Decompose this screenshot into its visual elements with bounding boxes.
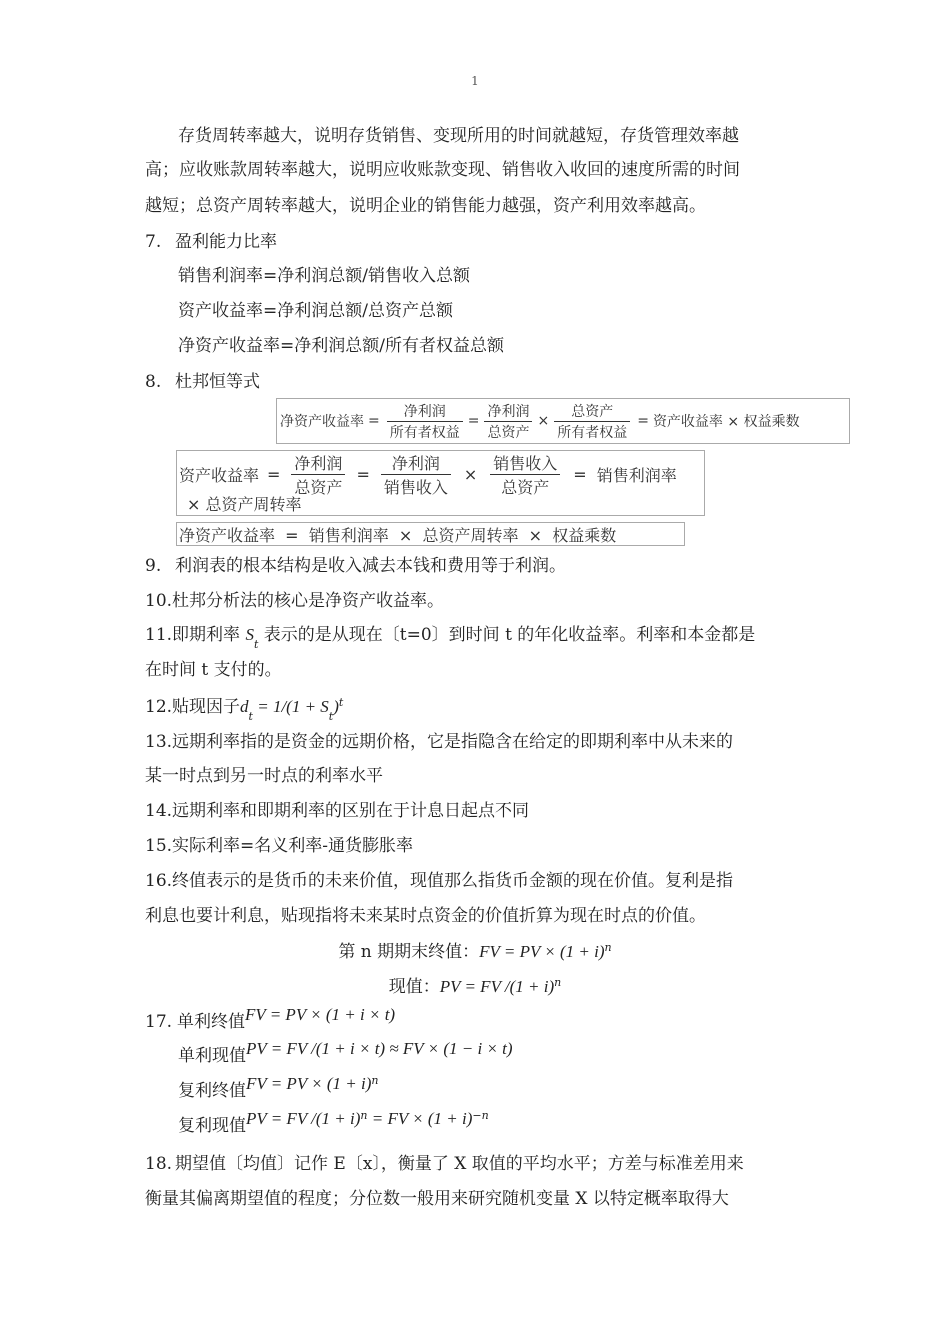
paragraph-line: 高；应收账款周转率越大，说明应收账款变现、销售收入收回的速度所需的时间 xyxy=(145,160,740,180)
item-number: 8. xyxy=(145,372,162,392)
formula-rhs: 资产收益率 × 权益乘数 xyxy=(652,414,800,430)
fraction: $\frac{\text{销售收入}}{\text{总资产}}$ xyxy=(490,451,560,498)
formula-lhs: 资产收益率 xyxy=(179,465,260,485)
item-number: 7. xyxy=(145,232,162,252)
fraction: $\frac{\text{净利润}}{\text{总资产}}$ xyxy=(484,401,532,442)
dupont-formula-1: 净资产收益率 = $\frac{\text{净利润}}{\text{所有者权益}}$ = $\frac{\text{净利润}}{\text{总资产}}$ × $\frac{\text{总资产}}{\text{所有者权益}}$ = 资产收益率 × 权益乘数 xyxy=(276,398,850,444)
list-item-15: 15.实际利率=名义利率-通货膨胀率 xyxy=(145,836,414,856)
formula-line: 销售利润率=净利润总额/销售收入总额 xyxy=(178,266,470,286)
paragraph-line: 利息也要计利息，贴现指将未来某时点资金的价值折算为现在时点的价值。 xyxy=(145,906,706,926)
page-number: 1 xyxy=(471,74,479,88)
math-symbol: S xyxy=(245,625,254,644)
formula-row: 复利现值PV = FV $/(1 + i)^n$ = FV × $(1 + i)^{-n}$ xyxy=(178,1109,489,1136)
fraction: $\frac{\text{净利润}}{\text{销售收入}}$ xyxy=(381,451,451,498)
list-item-18: 18. 期望值〔均值〕记作 E〔x〕，衡量了 X 取值的平均水平；方差与标准差用来 xyxy=(145,1154,744,1174)
fraction: $\frac{\text{总资产}}{\text{所有者权益}}$ xyxy=(554,401,630,442)
list-item-12: 12.贴现因子$d_t = 1/(1 + S_t)^t$ xyxy=(145,696,344,723)
formula-lhs: 净资产收益率 xyxy=(280,414,364,430)
formula-line: 净资产收益率=净利润总额/所有者权益总额 xyxy=(178,336,504,356)
pv-formula-line: 现值：PV = FV $/(1 + i)^n$ xyxy=(388,976,562,997)
dupont-formula-2: 资产收益率 = $\frac{\text{净利润}}{\text{总资产}}$ = $\frac{\text{净利润}}{\text{销售收入}}$ × $\frac{\text{销售收入}}{\text{总资产}}$ = 销售利润率 × 总资产周转率 xyxy=(176,450,705,516)
list-item-14: 14.远期利率和即期利率的区别在于计息日起点不同 xyxy=(145,801,530,821)
list-item-17: 17. 单利终值FV = PV × (1 + i × t) xyxy=(145,1005,396,1032)
list-item-13: 13.远期利率指的是资金的远期价格，它是指隐含在给定的即期利率中从未来的 xyxy=(145,732,734,752)
list-item-10: 10.杜邦分析法的核心是净资产收益率。 xyxy=(145,591,445,611)
list-item-16: 16.终值表示的是货币的未来价值，现值那么指货币金额的现在价值。复利是指 xyxy=(145,871,734,891)
item-title: 盈利能力比率 xyxy=(175,232,277,252)
fv-formula-line: 第 n 期期末终值：FV = PV × $(1 + i)^n$ xyxy=(338,941,612,962)
dupont-formula-3: 净资产收益率 = 销售利润率 × 总资产周转率 × 权益乘数 xyxy=(176,522,685,546)
formula-line: 资产收益率=净利润总额/总资产总额 xyxy=(178,301,453,321)
item-title: 杜邦恒等式 xyxy=(175,372,260,392)
list-item-7 xyxy=(145,230,810,254)
formula-row: 单利现值PV = FV /(1 + i × t) ≈ FV × (1 − i × t) xyxy=(178,1039,513,1066)
list-item-11: 11.即期利率 $S_t$ 表示的是从现在〔t=0〕到时间 t 的年化收益率。利率和本金都是 xyxy=(145,625,756,651)
formula-row: 复利终值FV = PV × $(1 + i)^n$ xyxy=(178,1074,379,1101)
paragraph-line: 存货周转率越大，说明存货销售、变现所用的时间就越短，存货管理效率越 xyxy=(178,126,739,146)
fraction: $\frac{\text{净利润}}{\text{总资产}}$ xyxy=(291,451,345,498)
paragraph-line: 在时间 t 支付的。 xyxy=(145,660,282,680)
list-item-9: 9. 利润表的根本结构是收入减去本钱和费用等于利润。 xyxy=(145,556,566,576)
fraction: $\frac{\text{净利润}}{\text{所有者权益}}$ xyxy=(387,401,463,442)
paragraph-line: 某一时点到另一时点的利率水平 xyxy=(145,766,383,786)
formula-continuation: × 总资产周转率 xyxy=(187,495,302,514)
paragraph-line: 衡量其偏离期望值的程度；分位数一般用来研究随机变量 X 以特定概率取得大 xyxy=(145,1189,729,1209)
list-item-8 xyxy=(145,370,810,394)
formula-rhs: 销售利润率 xyxy=(596,465,677,485)
paragraph-line: 越短；总资产周转率越大，说明企业的销售能力越强，资产利用效率越高。 xyxy=(145,196,706,216)
